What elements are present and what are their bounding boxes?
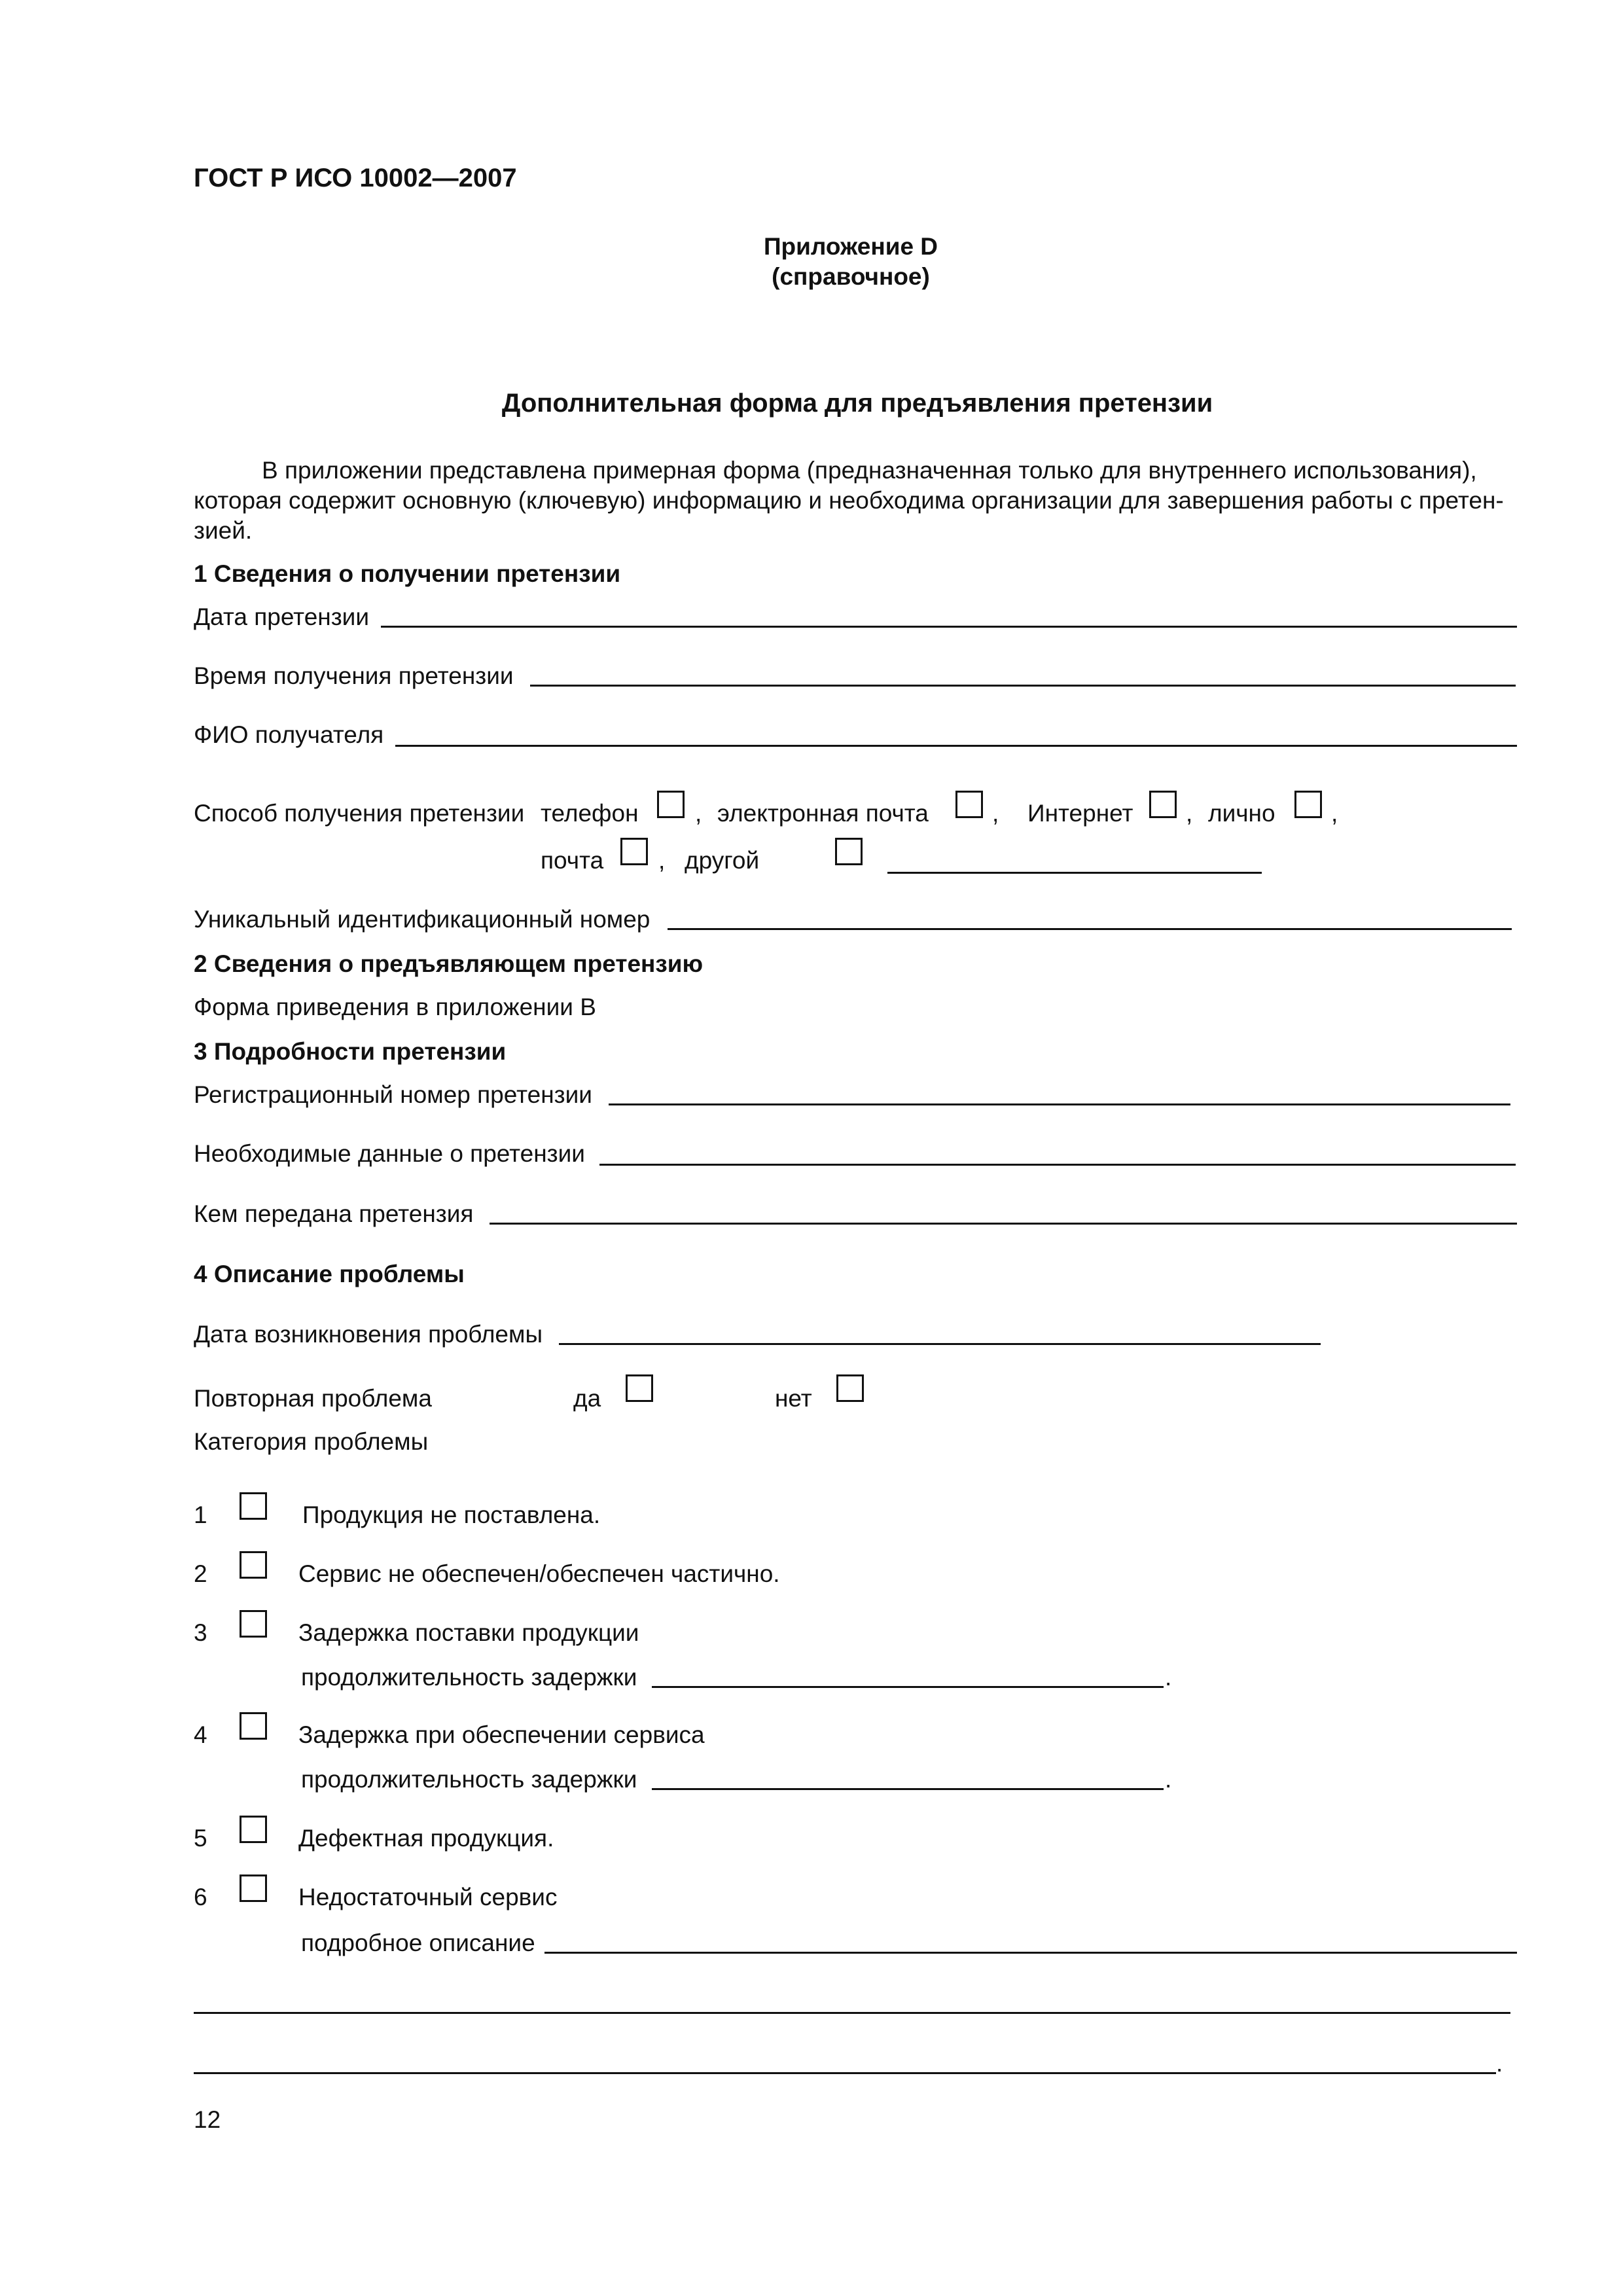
claim-date-field[interactable] [381,626,1517,628]
method-mail-label: почта [541,847,604,874]
repeat-yes-label: да [573,1385,601,1412]
category-6-description-label: подробное описание [301,1929,535,1956]
category-number: 3 [194,1619,207,1646]
claim-data-label: Необходимые данные о претензии [194,1140,585,1167]
method-in-person-label: лично [1208,800,1275,827]
description-line-2[interactable] [194,2012,1510,2014]
registration-number-label: Регистрационный номер претензии [194,1081,592,1108]
problem-category-label: Категория проблемы [194,1428,429,1455]
method-internet-checkbox[interactable] [1149,791,1177,818]
method-email-label: электронная почта [717,800,929,827]
receipt-method-label: Способ получения претензии [194,800,525,827]
method-mail-checkbox[interactable] [620,838,648,865]
method-phone-checkbox[interactable] [657,791,685,818]
category-4-duration-label: продолжительность задержки [301,1766,637,1793]
section-4-heading: 4 Описание проблемы [194,1261,465,1287]
category-number: 1 [194,1501,207,1528]
repeat-problem-label: Повторная проблема [194,1385,432,1412]
category-number: 6 [194,1884,207,1910]
method-other-label: другой [685,847,760,874]
comma: , [992,800,999,827]
section-1-heading: 1 Сведения о получении претензии [194,560,621,587]
method-in-person-checkbox[interactable] [1294,791,1322,818]
category-2-checkbox[interactable] [240,1551,267,1579]
document-code: ГОСТ Р ИСО 10002—2007 [194,164,517,192]
category-3-text: Задержка поставки продукции [298,1619,639,1646]
method-email-checkbox[interactable] [955,791,983,818]
form-title: Дополнительная форма для предъявления претензии [501,389,1213,418]
appendix-subtitle: (справочное) [772,263,930,290]
category-1-text: Продукция не поставлена. [302,1501,601,1528]
method-internet-label: Интернет [1027,800,1133,827]
category-2-text: Сервис не обеспечен/обеспечен частично. [298,1560,780,1587]
repeat-yes-checkbox[interactable] [626,1374,653,1402]
comma: , [1331,800,1338,827]
recipient-name-field[interactable] [395,745,1517,747]
category-number: 5 [194,1825,207,1852]
section-2-note: Форма приведения в приложении В [194,994,596,1020]
category-number: 4 [194,1721,207,1748]
comma: , [658,847,666,874]
category-4-checkbox[interactable] [240,1712,267,1740]
section-2-heading: 2 Сведения о предъявляющем претензию [194,950,704,977]
category-5-checkbox[interactable] [240,1816,267,1843]
claim-date-label: Дата претензии [194,603,370,630]
submitted-by-field[interactable] [490,1223,1517,1225]
description-line-3[interactable] [194,2072,1496,2074]
method-phone-label: телефон [541,800,639,827]
problem-date-field[interactable] [559,1343,1321,1345]
category-4-text: Задержка при обеспечении сервиса [298,1721,705,1748]
category-5-text: Дефектная продукция. [298,1825,554,1852]
category-6-checkbox[interactable] [240,1874,267,1902]
comma: , [695,800,702,827]
intro-line-2: которая содержит основную (ключевую) информацию и необходима организации для завершения работы с претен- [194,487,1504,514]
category-3-checkbox[interactable] [240,1610,267,1638]
receipt-time-label: Время получения претензии [194,662,514,689]
repeat-no-checkbox[interactable] [836,1374,864,1402]
unique-id-field[interactable] [668,928,1512,930]
category-number: 2 [194,1560,207,1587]
unique-id-label: Уникальный идентификационный номер [194,906,651,933]
period: . [1165,1766,1172,1793]
intro-line-1: В приложении представлена примерная форма (предназначенная только для внутреннего использования), [262,457,1477,484]
registration-number-field[interactable] [609,1103,1510,1105]
receipt-time-field[interactable] [530,685,1516,687]
problem-date-label: Дата возникновения проблемы [194,1321,543,1348]
claim-data-field[interactable] [599,1164,1516,1166]
page-number: 12 [194,2106,221,2133]
recipient-name-label: ФИО получателя [194,721,384,748]
submitted-by-label: Кем передана претензия [194,1200,474,1227]
intro-line-3: зией. [194,517,253,544]
period: . [1165,1664,1172,1691]
category-4-duration-field[interactable] [652,1788,1164,1790]
category-6-description-field[interactable] [544,1952,1517,1954]
repeat-no-label: нет [775,1385,812,1412]
category-1-checkbox[interactable] [240,1492,267,1520]
category-6-text: Недостаточный сервис [298,1884,558,1910]
appendix-title: Приложение D [763,233,938,260]
category-3-duration-field[interactable] [652,1686,1164,1688]
period: . [1496,2050,1503,2077]
method-other-checkbox[interactable] [835,838,863,865]
method-other-field[interactable] [887,872,1262,874]
category-3-duration-label: продолжительность задержки [301,1664,637,1691]
section-3-heading: 3 Подробности претензии [194,1038,507,1065]
comma: , [1186,800,1193,827]
